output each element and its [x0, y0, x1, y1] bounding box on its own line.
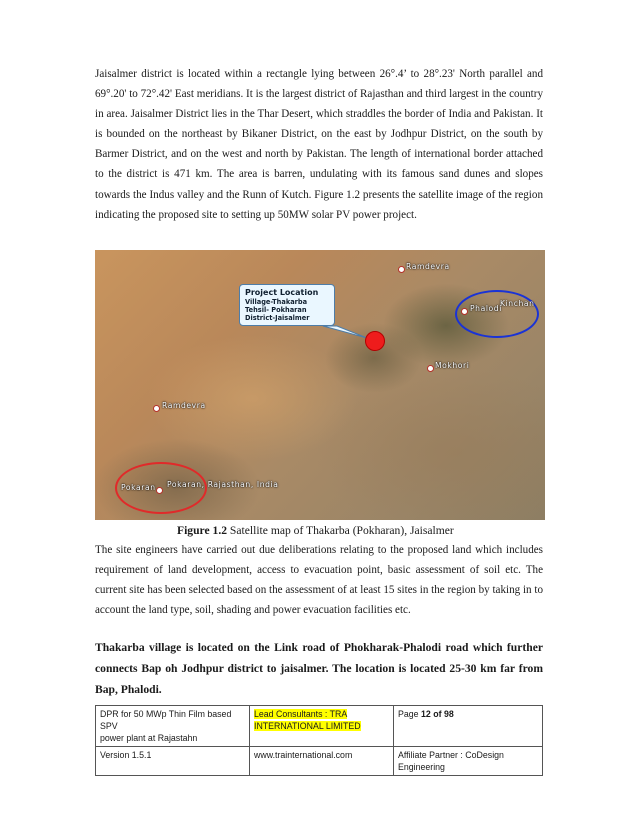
footer-partner: Affiliate Partner : CoDesign Engineering [394, 747, 543, 776]
pokaran-pin-icon [156, 487, 163, 494]
callout-village: Village-Thakarba [245, 298, 308, 306]
footer-page-total: of 98 [430, 709, 454, 719]
footer-website: www.trainternational.com [250, 747, 394, 776]
project-site-marker-icon [365, 331, 385, 351]
figure-caption-text: Satellite map of Thakarba (Pokharan), Jaisalmer [227, 524, 454, 537]
map-label-pokaran-rajasthan: Pokaran, Rajasthan, India [167, 480, 279, 489]
ramdevra-w-pin-icon [153, 405, 160, 412]
footer-consultant-line1: Lead Consultants : TRA [254, 709, 348, 719]
footer-page-number [394, 706, 543, 747]
footer-table [95, 705, 543, 776]
satellite-map [95, 250, 545, 520]
callout-title: Project Location [245, 288, 319, 297]
footer-consultant-line2: INTERNATIONAL LIMITED [254, 721, 361, 731]
figure-number: Figure 1.2 [177, 524, 228, 537]
footer-doc-title-line1: DPR for 50 MWp Thin Film based SPV [100, 709, 232, 731]
map-label-kinchan: Kinchan [500, 299, 535, 308]
footer-page-prefix: Page [398, 709, 421, 719]
figure-caption [177, 524, 454, 537]
footer-doc-title [96, 706, 250, 747]
footer-consultant [250, 706, 394, 747]
map-label-ramdevra-ne: Ramdevra [406, 262, 450, 271]
map-label-mokhori: Mokhori [435, 361, 470, 370]
map-label-pokaran: Pokaran [121, 483, 156, 492]
footer-page-value: 12 [421, 709, 431, 719]
site-paragraph: The site engineers have carried out due deliberations relating to the proposed land which includes requirement of land development, access to evacuation point, basic assessment of soil etc. The current site has been selected based on the assessment of at least 15 sites in the region by taking in to account the land type, soil, shading and power evacuation facilities etc. [95, 544, 543, 617]
map-label-phalodi: Phalodi [470, 304, 502, 313]
footer-doc-title-line2: power plant at Rajastahn [100, 733, 198, 743]
mokhori-pin-icon [427, 365, 434, 372]
intro-paragraph: Jaisalmer district is located within a rectangle lying between 26°.4’ to 28°.23' North parallel and 69°.20' to 72°.42' East meridians. It is the largest district of Rajasthan and third largest in the country in area. Jaisalmer District lies in the Thar Desert, which straddles the border of India and Pakistan. It is bounded on the northeast by Bikaner District, on the east by Jodhpur District, on the south by Barmer District, and on the west and north by Pakistan. The length of international border attached to the district is 471 km. The area is barren, undulating with its famous sand dunes and slopes towards the Indus valley and the Runn of Kutch. Figure 1.2 presents the satellite image of the region indicating the proposed site to setting up 50MW solar PV power project. [95, 68, 543, 221]
map-label-ramdevra-w: Ramdevra [162, 401, 206, 410]
location-paragraph: Thakarba village is located on the Link road of Phokharak-Phalodi road which further connects Bap oh Jodhpur district to jaisalmer. The location is located 25-30 km far from Bap, Phalodi. [95, 641, 543, 696]
footer-version: Version 1.5.1 [96, 747, 250, 776]
callout-district: District-Jaisalmer [245, 314, 310, 322]
callout-tehsil: Tehsil- Pokharan [245, 306, 307, 314]
